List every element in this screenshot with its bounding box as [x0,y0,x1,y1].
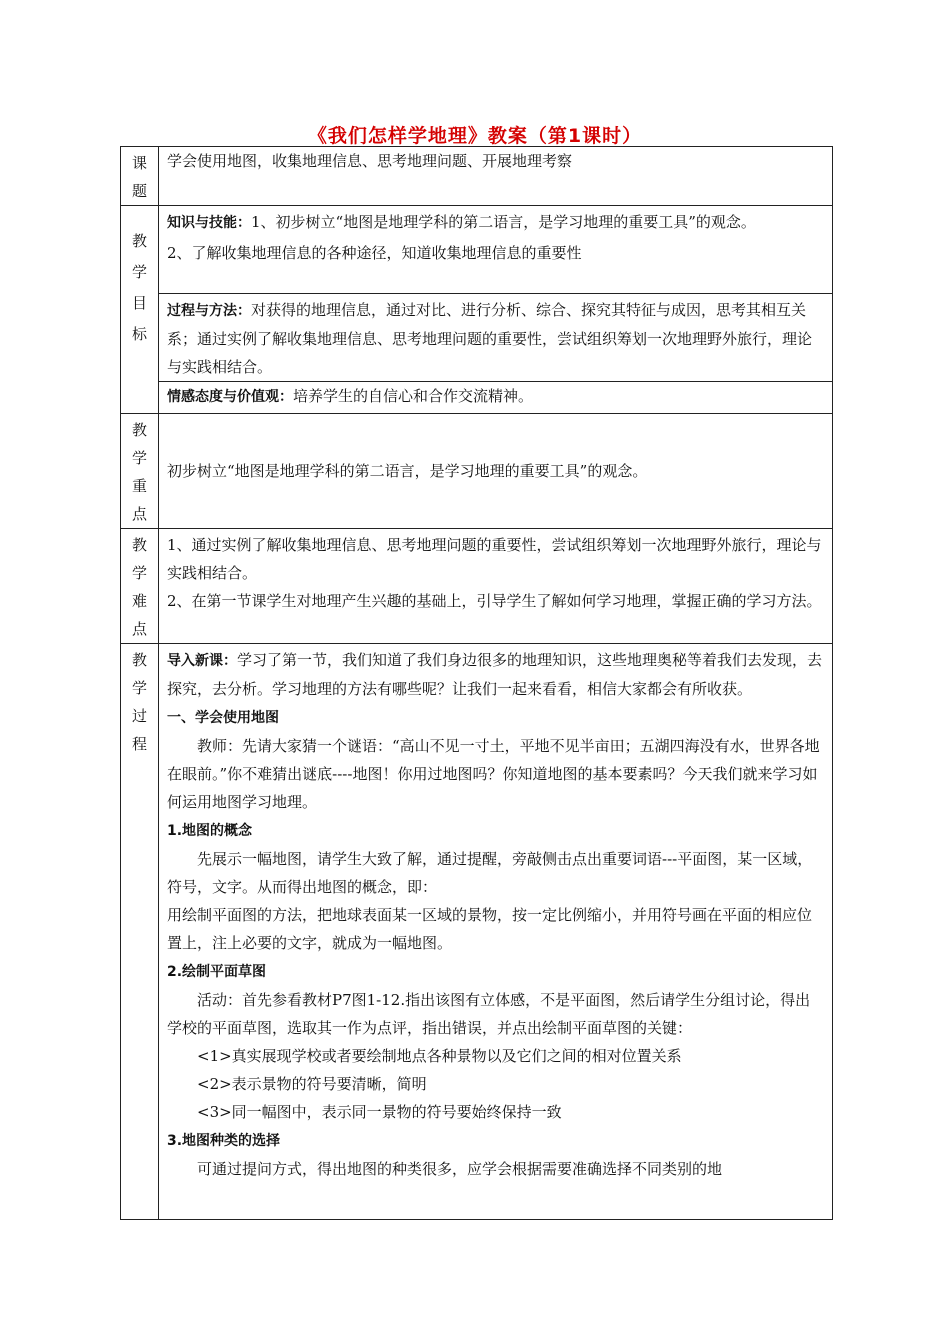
label-key-points: 教 学 重 点 [121,414,159,529]
sub-heading-3: 3.地图种类的选择 [167,1133,281,1149]
topic-content: 学会使用地图，收集地理信息、思考地理问题、开展地理考察 [159,147,833,206]
difficulties-content: 1、通过实例了解收集地理信息、思考地理问题的重要性，尝试组织筹划一次地理野外旅行，理论与实践相结合。 2、在第一节课学生对地理产生兴趣的基础上，引导学生了解如何学习地理，掌握正确的学习方法。 [159,529,833,644]
emotion-heading: 情感态度与价值观： [167,389,293,405]
process-content: 导入新课：学习了第一节，我们知道了我们身边很多的地理知识，这些地理奥秘等着我们去发现，去探究，去分析。学习地理的方法有哪些呢？让我们一起来看看，相信大家都会有所收获。 一、学会使用地图 教师：先请大家猜一个谜语：“高山不见一寸土，平地不见半亩田；五湖四海没有水，世界各地在眼前。”你不难猜出谜底----地图！你用过地图吗？你知道地图的基本要素吗？今天我们就来学习如何运用地图学习地理。 1.地图的概念 先展示一幅地图，请学生大致了解，通过提醒，旁敲侧击点出重要词语---平面图，某一区域，符号，文字。从而得出地图的概念，即： 用绘制平面图的方法，把地球表面某一区域的景物，按一定比例缩小，并用符号画在平面的相应位置上，注上必要的文字，就成为一幅地图。 2.绘制平面草图 活动：首先参看教材P7图1-12.指出该图有立体感，不是平面图，然后请学生分组讨论，得出学校的平面草图，选取其一作为点评，指出错误，并点出绘制平面草图的关键： <1>真实展现学校或者要绘制地点各种景物以及它们之间的相对位置关系 <2>表示景物的符号要清晰，简明 <3>同一幅图中，表示同一景物的符号要始终保持一致 3.地图种类的选择 可通过提问方式，得出地图的种类很多，应学会根据需要准确选择不同类别的地 [159,644,833,1220]
process-heading: 过程与方法： [167,303,251,319]
sub-heading-2: 2.绘制平面草图 [167,964,267,980]
intro-heading: 导入新课： [167,653,237,669]
sub-heading-1: 1.地图的概念 [167,823,253,839]
key-points-content: 初步树立“地图是地理学科的第二语言，是学习地理的重要工具”的观念。 [159,414,833,529]
objective-knowledge: 知识与技能：1、初步树立“地图是地理学科的第二语言，是学习地理的重要工具”的观念。 2、了解收集地理信息的各种途径，知道收集地理信息的重要性 [159,206,833,294]
objective-emotion: 情感态度与价值观：培养学生的自信心和合作交流精神。 [159,382,833,414]
row-difficulties [121,529,833,644]
label-difficulties: 教 学 难 点 [121,529,159,644]
row-key-points [121,414,833,529]
row-process [121,644,833,1220]
section-heading: 一、学会使用地图 [167,710,279,726]
row-objectives [121,206,833,294]
label-objectives: 教 学 目 标 [121,206,159,414]
knowledge-heading: 知识与技能： [167,215,251,231]
row-objectives-process [121,294,833,382]
row-topic [121,147,833,206]
page-title: 《我们怎样学地理》教案（第1课时） [307,125,643,147]
lesson-plan-table [120,146,833,1220]
label-topic: 课 题 [121,147,159,206]
label-process: 教 学 过 程 [121,644,159,1220]
objective-process: 过程与方法：对获得的地理信息，通过对比、进行分析、综合、探究其特征与成因，思考其相互关系；通过实例了解收集地理信息、思考地理问题的重要性，尝试组织筹划一次地理野外旅行，理论与实践相结合。 [159,294,833,382]
row-objectives-emotion [121,382,833,414]
